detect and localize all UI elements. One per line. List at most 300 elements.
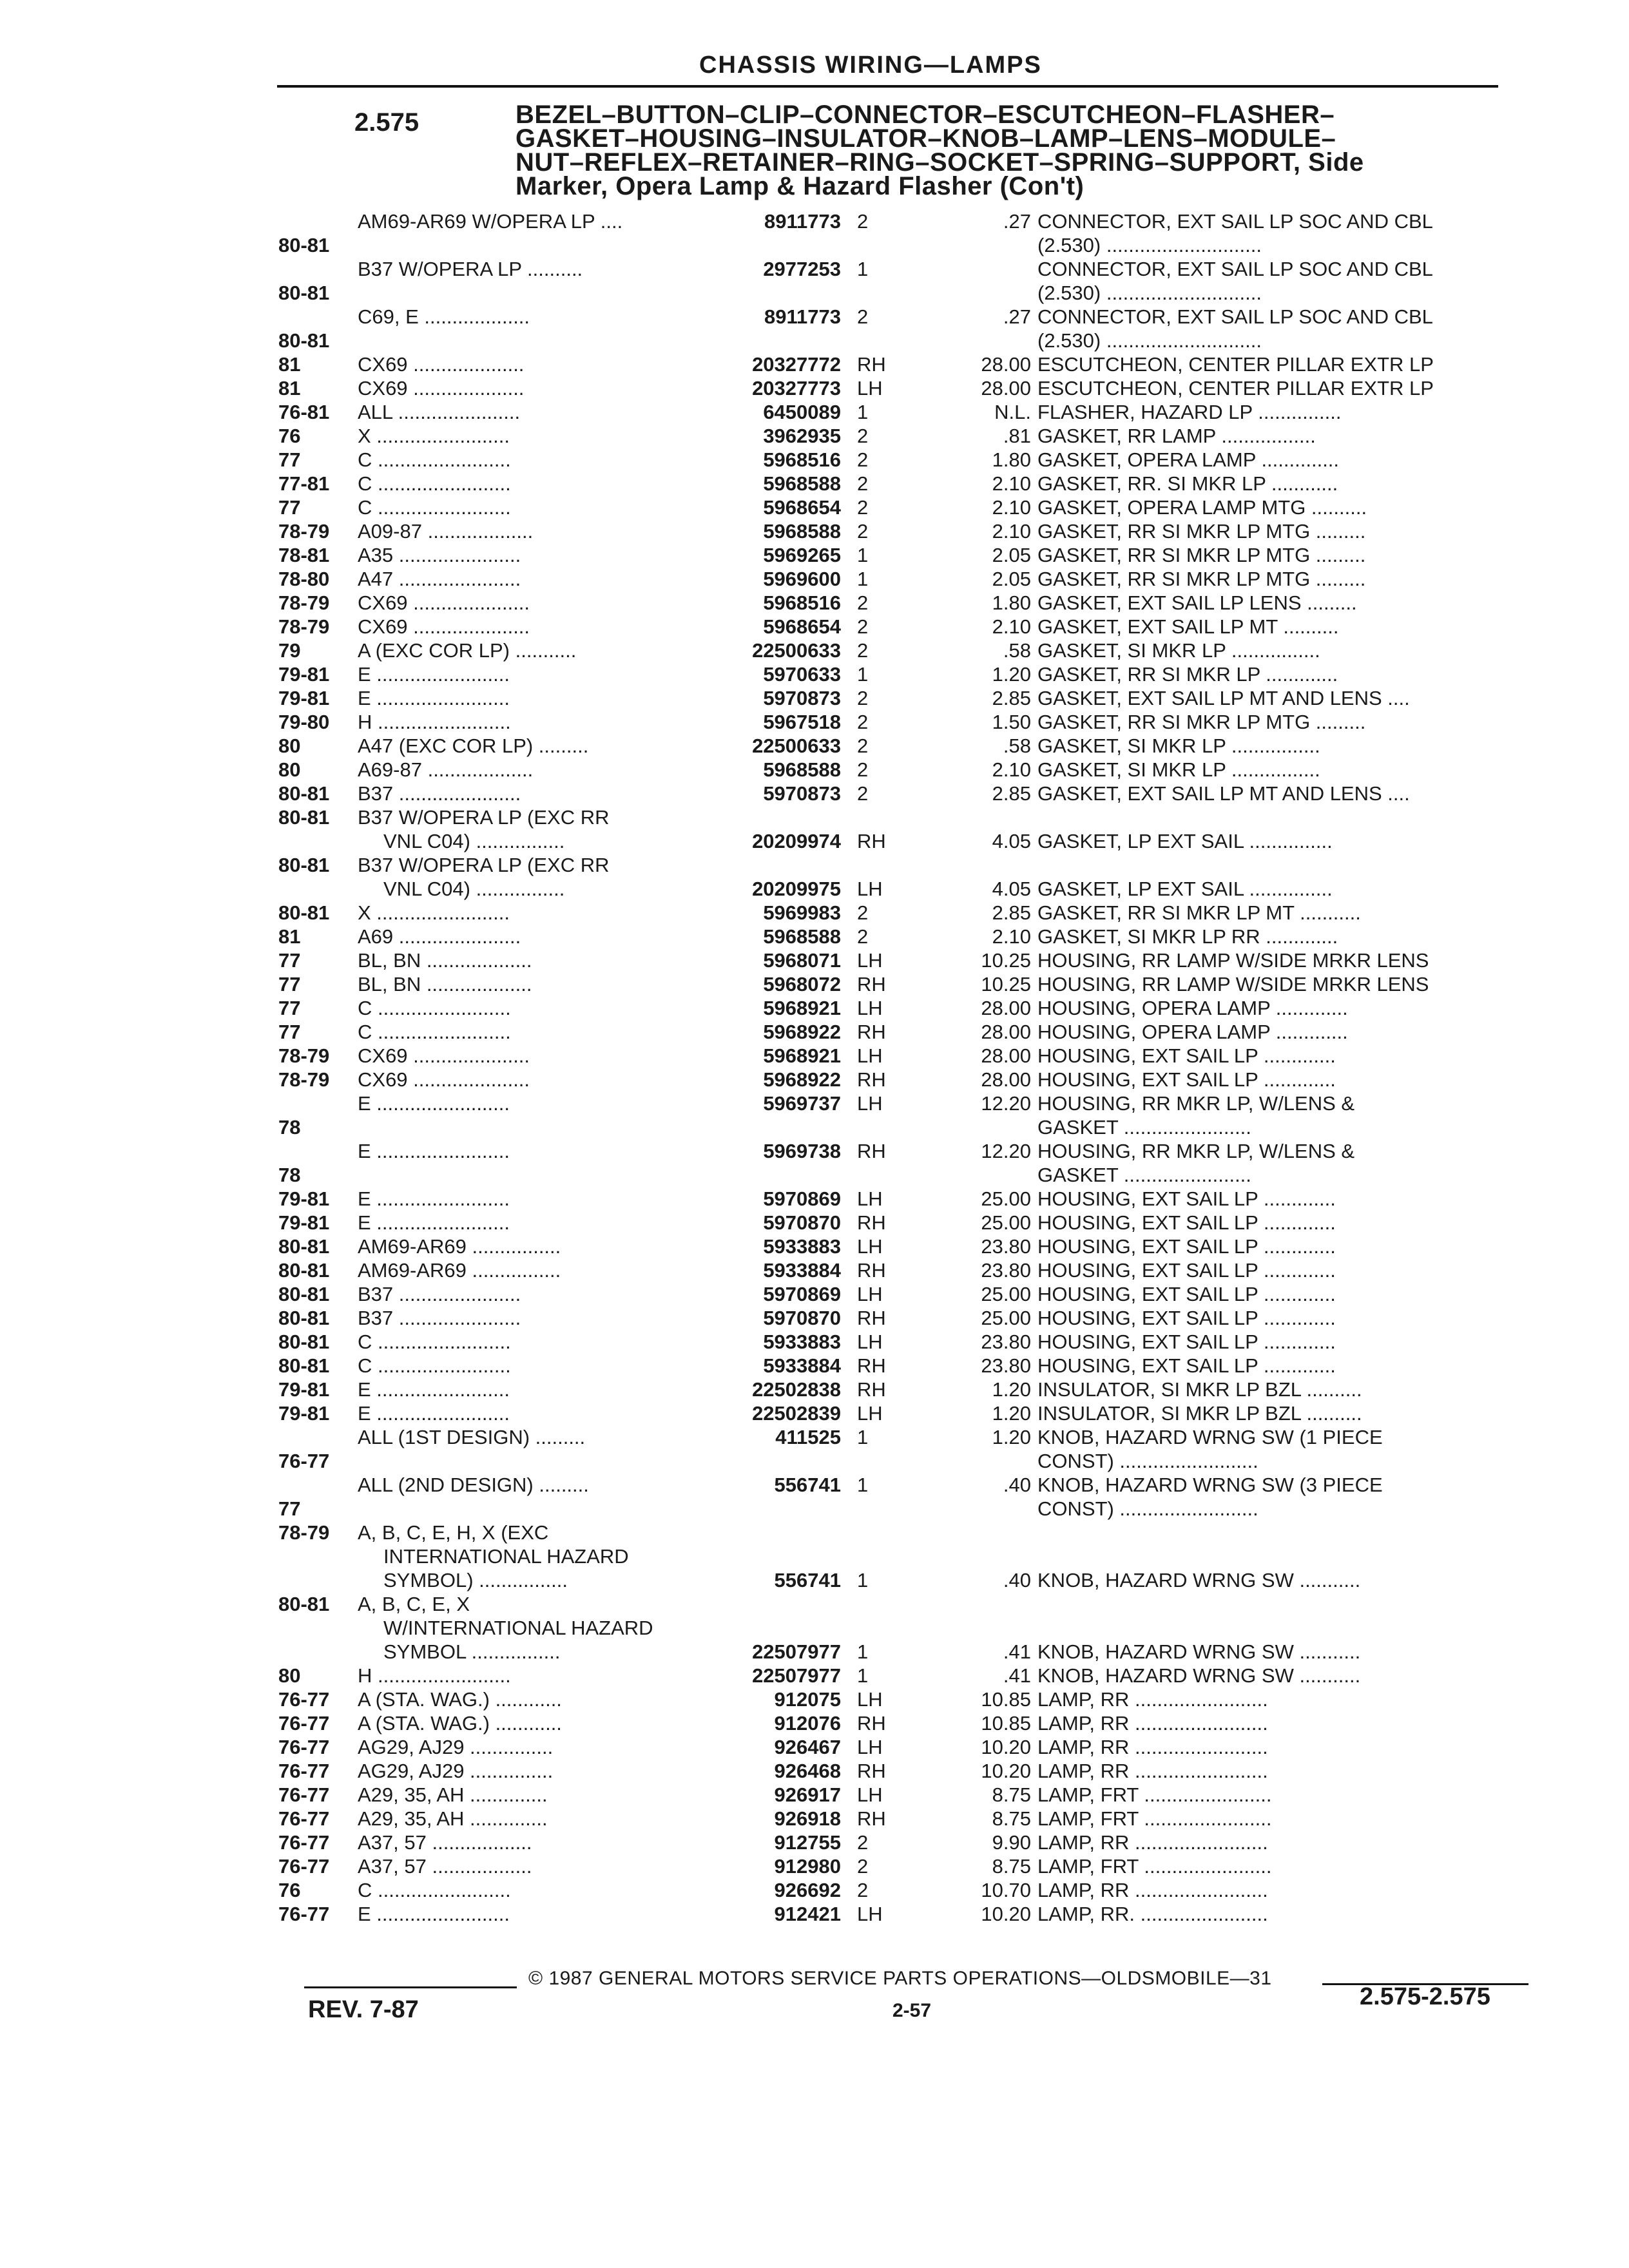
part-number: 926468 <box>774 1760 841 1782</box>
parts-table <box>0 209 1629 1926</box>
part-number: 5969265 <box>763 544 841 566</box>
footer-copyright: © 1987 GENERAL MOTORS SERVICE PARTS OPERATIONS—OLDSMOBILE—31 <box>528 1968 1272 1989</box>
quantity: LH <box>857 1736 883 1758</box>
model-application <box>358 472 702 495</box>
model-line: SYMBOL ................ <box>383 1640 561 1663</box>
part-description <box>1037 1020 1501 1044</box>
quantity: RH <box>857 1021 886 1043</box>
description-line: GASKET, SI MKR LP ................ <box>1037 758 1320 781</box>
quantity: RH <box>857 1307 886 1329</box>
quantity: 2 <box>857 1831 869 1854</box>
part-number: 5968588 <box>763 520 841 543</box>
part-number: 5968516 <box>763 591 841 614</box>
part-number: 5968654 <box>763 496 841 519</box>
model-line: C ........................ <box>358 1879 511 1901</box>
model-line: A47 (EXC COR LP) ......... <box>358 735 589 757</box>
part-number: 5933883 <box>763 1235 841 1258</box>
price: 9.90 <box>992 1831 1031 1854</box>
model-application <box>358 1401 702 1425</box>
price: 8.75 <box>992 1855 1031 1878</box>
table-row <box>0 472 1629 495</box>
part-number: 5968072 <box>763 973 841 995</box>
quantity: LH <box>857 1092 883 1115</box>
quantity: 1 <box>857 568 869 590</box>
model-line: CX69 .................... <box>358 377 525 399</box>
description-line: GASKET ....................... <box>1037 1164 1251 1186</box>
model-application <box>358 1330 702 1354</box>
model-year: 78-79 <box>278 1068 330 1091</box>
quantity: 2 <box>857 782 869 805</box>
model-line: BL, BN ................... <box>358 973 532 995</box>
part-number: 22502838 <box>752 1378 841 1401</box>
part-description <box>1037 1187 1501 1211</box>
model-application <box>358 639 702 662</box>
model-year: 80-81 <box>278 1259 330 1282</box>
model-line: VNL C04) ................ <box>383 878 565 900</box>
model-line: E ........................ <box>358 1092 510 1115</box>
description-line: GASKET, SI MKR LP ................ <box>1037 639 1320 662</box>
model-year: 79-81 <box>278 663 330 686</box>
part-description <box>1037 1258 1501 1282</box>
model-line: B37 W/OPERA LP (EXC RR <box>358 854 610 876</box>
table-row <box>0 1473 1629 1521</box>
model-application <box>358 686 702 710</box>
model-application <box>358 1258 702 1282</box>
model-year: 77 <box>278 1497 301 1520</box>
table-row <box>0 543 1629 567</box>
part-description <box>1037 1378 1501 1401</box>
part-description <box>1037 1664 1501 1687</box>
model-year: 80-81 <box>278 329 330 352</box>
model-year: 80-81 <box>278 1593 330 1615</box>
model-line: X ........................ <box>358 901 510 924</box>
section-title-line: GASKET–HOUSING–INSULATOR–KNOB–LAMP–LENS–MODULE– <box>516 124 1336 153</box>
quantity: LH <box>857 997 883 1019</box>
part-number: 912076 <box>774 1712 841 1735</box>
price: 2.10 <box>992 615 1031 638</box>
quantity: 1 <box>857 1640 869 1663</box>
price: 28.00 <box>981 997 1031 1019</box>
description-line: INSULATOR, SI MKR LP BZL .......... <box>1037 1402 1362 1425</box>
model-year: 81 <box>278 377 301 399</box>
price: 10.25 <box>981 949 1031 972</box>
model-year: 76-77 <box>278 1783 330 1806</box>
model-line: B37 ...................... <box>358 782 521 805</box>
model-application <box>358 400 702 424</box>
page-header-title: CHASSIS WIRING—LAMPS <box>699 52 1042 79</box>
quantity: RH <box>857 1807 886 1830</box>
table-row <box>0 1354 1629 1378</box>
part-description <box>1037 1831 1501 1854</box>
quantity: RH <box>857 1354 886 1377</box>
description-line: GASKET, SI MKR LP ................ <box>1037 735 1320 757</box>
section-title-line: NUT–REFLEX–RETAINER–RING–SOCKET–SPRING–SUPPORT, Side <box>516 148 1364 177</box>
quantity: LH <box>857 1402 883 1425</box>
model-year: 80-81 <box>278 901 330 924</box>
model-application <box>358 1807 702 1831</box>
model-application <box>358 853 702 901</box>
quantity: RH <box>857 1712 886 1735</box>
description-line: GASKET, RR SI MKR LP ............. <box>1037 663 1338 686</box>
model-line: E ........................ <box>358 1378 510 1401</box>
price: .58 <box>1003 735 1031 757</box>
part-description <box>1037 1282 1501 1306</box>
price: 12.20 <box>981 1092 1031 1115</box>
model-application <box>358 376 702 400</box>
quantity: 1 <box>857 401 869 423</box>
description-line: CONNECTOR, EXT SAIL LP SOC AND CBL <box>1037 258 1433 280</box>
model-year: 79-81 <box>278 1211 330 1234</box>
quantity: 2 <box>857 305 869 328</box>
part-number: 8911773 <box>764 305 841 328</box>
description-line: (2.530) ............................ <box>1037 329 1262 352</box>
model-application <box>358 1711 702 1735</box>
model-line: AM69-AR69 ................ <box>358 1259 561 1282</box>
section-number: 2.575 <box>354 108 419 137</box>
part-description <box>1037 1211 1501 1235</box>
part-number: 3962935 <box>763 425 841 447</box>
quantity: 2 <box>857 496 869 519</box>
description-line: LAMP, FRT ....................... <box>1037 1783 1272 1806</box>
part-description <box>1037 901 1501 925</box>
part-number: 5968922 <box>763 1068 841 1091</box>
part-number: 5933884 <box>763 1354 841 1377</box>
part-number: 5968071 <box>763 949 841 972</box>
model-application <box>358 1664 702 1687</box>
model-line: CX69 ..................... <box>358 615 530 638</box>
part-description <box>1037 662 1501 686</box>
quantity: RH <box>857 1378 886 1401</box>
part-number: 912421 <box>774 1903 841 1925</box>
part-description <box>1037 1854 1501 1878</box>
part-description <box>1037 1425 1501 1473</box>
price: 2.10 <box>992 472 1031 495</box>
part-description <box>1037 1783 1501 1807</box>
table-row <box>0 710 1629 734</box>
model-application <box>358 567 702 591</box>
model-year: 79-80 <box>278 711 330 733</box>
model-year: 76-77 <box>278 1903 330 1925</box>
price: 2.10 <box>992 496 1031 519</box>
model-application <box>358 1854 702 1878</box>
description-line: GASKET, EXT SAIL LP MT AND LENS .... <box>1037 687 1410 709</box>
part-description <box>1037 1235 1501 1258</box>
quantity: 2 <box>857 735 869 757</box>
description-line: KNOB, HAZARD WRNG SW (3 PIECE <box>1037 1474 1383 1496</box>
part-number: 912980 <box>774 1855 841 1878</box>
description-line: GASKET ....................... <box>1037 1116 1251 1139</box>
model-line: E ........................ <box>358 687 510 709</box>
description-line: HOUSING, OPERA LAMP ............. <box>1037 997 1348 1019</box>
table-row <box>0 758 1629 782</box>
model-line: B37 W/OPERA LP .......... <box>358 258 583 280</box>
part-description <box>1037 424 1501 448</box>
description-line: HOUSING, EXT SAIL LP ............. <box>1037 1259 1336 1282</box>
model-line: C ........................ <box>358 1354 511 1377</box>
table-row <box>0 925 1629 948</box>
price: 1.80 <box>992 591 1031 614</box>
model-year: 80 <box>278 758 301 781</box>
model-year: 76-77 <box>278 1688 330 1711</box>
table-row <box>0 782 1629 805</box>
part-number: 926917 <box>774 1783 841 1806</box>
part-description <box>1037 1759 1501 1783</box>
quantity: LH <box>857 949 883 972</box>
quantity: 1 <box>857 1474 869 1496</box>
part-description <box>1037 829 1501 853</box>
description-line: GASKET, EXT SAIL LP LENS ......... <box>1037 591 1357 614</box>
price: .40 <box>1003 1474 1031 1496</box>
part-description <box>1037 400 1501 424</box>
model-application <box>358 1902 702 1926</box>
part-description <box>1037 1807 1501 1831</box>
model-application <box>358 1592 702 1664</box>
table-row <box>0 1378 1629 1401</box>
price: .27 <box>1003 210 1031 233</box>
model-line: BL, BN ................... <box>358 949 532 972</box>
part-description <box>1037 948 1501 972</box>
model-line: AM69-AR69 ................ <box>358 1235 561 1258</box>
quantity: LH <box>857 1044 883 1067</box>
description-line: GASKET, RR. SI MKR LP ............ <box>1037 472 1338 495</box>
model-application <box>358 1044 702 1068</box>
table-row <box>0 448 1629 472</box>
model-line: ALL (1ST DESIGN) ......... <box>358 1426 586 1448</box>
table-row <box>0 948 1629 972</box>
price: 8.75 <box>992 1807 1031 1830</box>
description-line: CONNECTOR, EXT SAIL LP SOC AND CBL <box>1037 305 1433 328</box>
model-line: E ........................ <box>358 1140 510 1162</box>
price: 10.85 <box>981 1688 1031 1711</box>
quantity: 2 <box>857 448 869 471</box>
model-line: X ........................ <box>358 425 510 447</box>
description-line: CONST) ......................... <box>1037 1497 1258 1520</box>
model-application <box>358 1306 702 1330</box>
table-row <box>0 376 1629 400</box>
table-row <box>0 1258 1629 1282</box>
model-application <box>358 996 702 1020</box>
quantity: 2 <box>857 520 869 543</box>
model-year: 77 <box>278 997 301 1019</box>
model-line: INTERNATIONAL HAZARD <box>383 1545 629 1568</box>
part-description <box>1037 1401 1501 1425</box>
model-line: SYMBOL) ................ <box>383 1569 568 1591</box>
description-line: (2.530) ............................ <box>1037 282 1262 304</box>
description-line: KNOB, HAZARD WRNG SW ........... <box>1037 1664 1361 1687</box>
part-description <box>1037 1139 1501 1187</box>
model-line: CX69 .................... <box>358 353 525 376</box>
model-application <box>358 948 702 972</box>
model-application <box>358 424 702 448</box>
table-row <box>0 1425 1629 1473</box>
part-description <box>1037 686 1501 710</box>
model-application <box>358 495 702 519</box>
model-year: 78-80 <box>278 568 330 590</box>
table-row <box>0 1020 1629 1044</box>
price: 4.05 <box>992 878 1031 900</box>
description-line: LAMP, RR ........................ <box>1037 1831 1268 1854</box>
model-line: C ........................ <box>358 997 511 1019</box>
model-application <box>358 805 702 853</box>
model-year: 79 <box>278 639 301 662</box>
model-application <box>358 1187 702 1211</box>
price: .58 <box>1003 639 1031 662</box>
price: .27 <box>1003 305 1031 328</box>
part-description <box>1037 1473 1501 1521</box>
table-row <box>0 519 1629 543</box>
part-number: 5969737 <box>763 1092 841 1115</box>
price: 1.50 <box>992 711 1031 733</box>
model-application <box>358 519 702 543</box>
price: 1.20 <box>992 1402 1031 1425</box>
quantity: 1 <box>857 258 869 280</box>
price: N.L. <box>994 401 1031 423</box>
price: 2.10 <box>992 925 1031 948</box>
model-year: 77 <box>278 949 301 972</box>
model-year: 78-79 <box>278 1044 330 1067</box>
part-number: 556741 <box>774 1474 841 1496</box>
model-line: A (EXC COR LP) ........... <box>358 639 577 662</box>
model-year: 81 <box>278 925 301 948</box>
model-application <box>358 1831 702 1854</box>
model-year: 76-77 <box>278 1760 330 1782</box>
model-line: B37 ...................... <box>358 1283 521 1305</box>
part-description <box>1037 1902 1501 1926</box>
table-row <box>0 686 1629 710</box>
quantity: 2 <box>857 901 869 924</box>
model-year: 78-79 <box>278 1521 330 1544</box>
model-application <box>358 1282 702 1306</box>
model-application <box>358 1735 702 1759</box>
part-description <box>1037 1354 1501 1378</box>
part-number: 5933884 <box>763 1259 841 1282</box>
part-description <box>1037 472 1501 495</box>
model-year: 77 <box>278 973 301 995</box>
model-application <box>358 615 702 639</box>
model-line: A37, 57 .................. <box>358 1831 532 1854</box>
model-year: 77 <box>278 496 301 519</box>
model-application <box>358 257 702 281</box>
model-year: 80-81 <box>278 1307 330 1329</box>
description-line: LAMP, FRT ....................... <box>1037 1807 1272 1830</box>
quantity: 2 <box>857 687 869 709</box>
table-row <box>0 662 1629 686</box>
price: 23.80 <box>981 1354 1031 1377</box>
price: 25.00 <box>981 1307 1031 1329</box>
model-application <box>358 1091 702 1115</box>
model-year: 78-79 <box>278 591 330 614</box>
description-line: HOUSING, RR MKR LP, W/LENS & <box>1037 1140 1355 1162</box>
description-line: HOUSING, EXT SAIL LP ............. <box>1037 1354 1336 1377</box>
model-year: 77 <box>278 448 301 471</box>
part-number: 6450089 <box>763 401 841 423</box>
description-line: GASKET, RR LAMP ................. <box>1037 425 1316 447</box>
model-line: E ........................ <box>358 1211 510 1234</box>
table-row <box>0 567 1629 591</box>
part-number: 5970873 <box>763 687 841 709</box>
model-application <box>358 591 702 615</box>
table-row <box>0 352 1629 376</box>
quantity: 2 <box>857 925 869 948</box>
model-application <box>358 209 702 233</box>
part-number: 926467 <box>774 1736 841 1758</box>
model-year: 81 <box>278 353 301 376</box>
model-year: 80-81 <box>278 782 330 805</box>
description-line: GASKET, RR SI MKR LP MTG ......... <box>1037 711 1366 733</box>
model-line: C ........................ <box>358 1331 511 1353</box>
model-application <box>358 352 702 376</box>
price: 10.20 <box>981 1760 1031 1782</box>
price: 1.80 <box>992 448 1031 471</box>
quantity: 2 <box>857 639 869 662</box>
description-line: HOUSING, EXT SAIL LP ............. <box>1037 1211 1336 1234</box>
price: 2.85 <box>992 782 1031 805</box>
model-line: A (STA. WAG.) ............ <box>358 1712 562 1735</box>
quantity: RH <box>857 1259 886 1282</box>
table-row <box>0 1783 1629 1807</box>
description-line: INSULATOR, SI MKR LP BZL .......... <box>1037 1378 1362 1401</box>
model-line: H ........................ <box>358 1664 511 1687</box>
model-year: 76-77 <box>278 1831 330 1854</box>
model-line: A (STA. WAG.) ............ <box>358 1688 562 1711</box>
table-row <box>0 424 1629 448</box>
description-line: ESCUTCHEON, CENTER PILLAR EXTR LP <box>1037 353 1434 376</box>
table-row <box>0 257 1629 305</box>
part-description <box>1037 1711 1501 1735</box>
model-year: 79-81 <box>278 1378 330 1401</box>
part-number: 5968921 <box>763 997 841 1019</box>
description-line: LAMP, RR ........................ <box>1037 1760 1268 1782</box>
footer-rule-left <box>304 1986 517 1988</box>
part-number: 20327772 <box>752 353 841 376</box>
description-line: HOUSING, RR MKR LP, W/LENS & <box>1037 1092 1355 1115</box>
price: 2.05 <box>992 544 1031 566</box>
table-row <box>0 639 1629 662</box>
description-line: KNOB, HAZARD WRNG SW ........... <box>1037 1569 1361 1591</box>
model-year: 76 <box>278 425 301 447</box>
price: 10.20 <box>981 1903 1031 1925</box>
price: 1.20 <box>992 1426 1031 1448</box>
model-year: 79-81 <box>278 1187 330 1210</box>
section-title-line: Marker, Opera Lamp & Hazard Flasher (Con't) <box>516 172 1084 200</box>
model-application <box>358 1687 702 1711</box>
model-year: 78-79 <box>278 615 330 638</box>
part-number: 20327773 <box>752 377 841 399</box>
quantity: 2 <box>857 1855 869 1878</box>
part-description <box>1037 1878 1501 1902</box>
table-row <box>0 1831 1629 1854</box>
price: 25.00 <box>981 1187 1031 1210</box>
part-number: 5933883 <box>763 1331 841 1353</box>
model-line: A37, 57 .................. <box>358 1855 532 1878</box>
description-line: HOUSING, EXT SAIL LP ............. <box>1037 1283 1336 1305</box>
part-description <box>1037 1640 1501 1664</box>
part-description <box>1037 925 1501 948</box>
description-line: HOUSING, RR LAMP W/SIDE MRKR LENS <box>1037 949 1429 972</box>
description-line: GASKET, RR SI MKR LP MT ........... <box>1037 901 1361 924</box>
description-line: FLASHER, HAZARD LP ............... <box>1037 401 1342 423</box>
price: 2.10 <box>992 758 1031 781</box>
table-row <box>0 1401 1629 1425</box>
price: 23.80 <box>981 1259 1031 1282</box>
model-line: A, B, C, E, X <box>358 1593 470 1615</box>
footer-page-number: 2-57 <box>892 2000 932 2021</box>
part-description <box>1037 972 1501 996</box>
model-year: 80-81 <box>278 282 330 304</box>
quantity: RH <box>857 1760 886 1782</box>
quantity: LH <box>857 1331 883 1353</box>
model-year: 77 <box>278 1021 301 1043</box>
